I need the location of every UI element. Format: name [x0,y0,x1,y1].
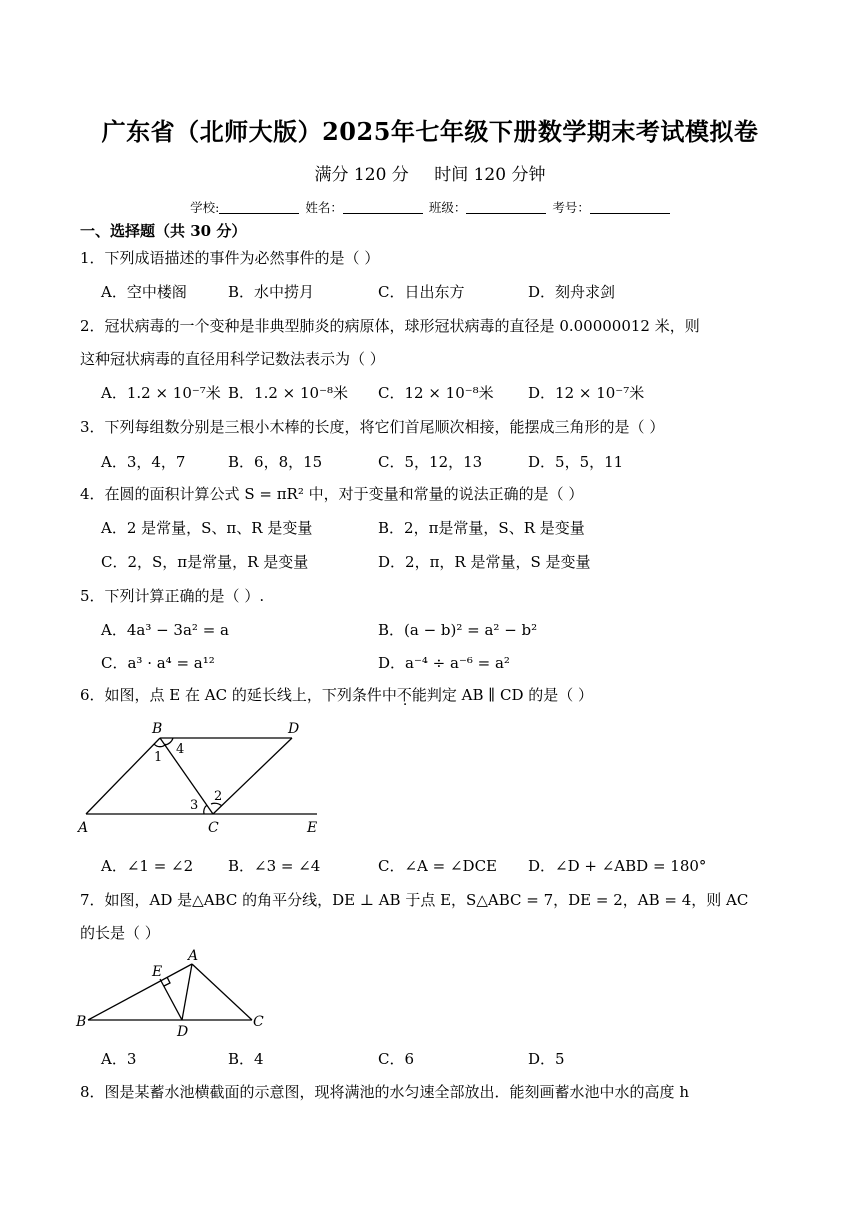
option-d[interactable]: D．5 [528,1050,565,1068]
exam-number-field[interactable]: 考号： [552,198,670,216]
question-1-stem: 1．下列成语描述的事件为必然事件的是（ ） [80,249,380,267]
angle-2-label: 2 [214,789,223,804]
figure-triangle [74,946,274,1038]
option-b[interactable]: B．4 [228,1050,264,1068]
question-4-stem: 4．在圆的面积计算公式 S = πR² 中，对于变量和常量的说法正确的是（ ） [80,485,584,503]
label-a: A [78,820,89,836]
question-2-stem: 2．冠状病毒的一个变种是非典型肺炎的病原体，球形冠状病毒的直径是 0.00000012 米，则 [80,317,700,335]
option-d[interactable]: D．a⁻⁴ ÷ a⁻⁶ = a² [378,654,510,672]
class-field[interactable]: 班级： [429,198,547,216]
label-b: B [76,1014,87,1030]
angle-3-label: 3 [190,798,199,813]
option-a[interactable]: A．3 [101,1050,137,1068]
option-d[interactable]: D．刻舟求剑 [528,283,616,301]
question-7-stem: 7．如图，AD 是△ABC 的角平分线，DE ⊥ AB 于点 E，S△ABC = 7，DE = 2，AB = 4，则 AC [80,891,749,909]
option-a[interactable]: A．4a³ − 3a² = a [101,621,229,639]
label-e: E [307,820,318,836]
question-7-stem-cont: 的长是（ ） [80,924,160,942]
time-limit: 时间 120 分钟 [434,165,546,185]
option-a[interactable]: A．3，4，7 [101,453,186,471]
label-c: C [208,820,219,836]
total-score: 满分 120 分 [314,165,409,185]
school-field[interactable]: 学校: [190,198,299,216]
figure-parallel-lines [74,716,334,840]
option-b[interactable]: B．1.2 × 10⁻⁸米 [228,384,349,402]
option-c[interactable]: C．5，12，13 [378,453,483,471]
question-2-stem-cont: 这种冠状病毒的直径用科学记数法表示为（ ） [80,350,385,368]
option-d[interactable]: D．2，π，R 是常量，S 是变量 [378,553,591,571]
question-5-stem: 5．下列计算正确的是（ ）. [80,587,265,605]
option-b[interactable]: B．(a − b)² = a² − b² [378,621,538,639]
exam-meta [0,160,860,185]
option-a[interactable]: A．2 是常量，S、π、R 是变量 [101,519,313,537]
question-3-stem: 3．下列每组数分别是三根小木棒的长度，将它们首尾顺次相接，能摆成三角形的是（ ） [80,418,665,436]
emphasis-not: 不能 [396,686,427,704]
option-c[interactable]: C．∠A = ∠DCE [378,857,498,875]
option-c[interactable]: C．日出东方 [378,283,465,301]
label-c: C [253,1014,264,1030]
label-b: B [152,721,163,737]
student-info-line [0,198,860,216]
question-8-stem: 8．图是某蓄水池横截面的示意图，现将满池的水匀速全部放出．能刻画蓄水池中水的高度 h [80,1083,689,1101]
option-d[interactable]: D．5，5，11 [528,453,624,471]
label-d: D [288,721,300,737]
option-c[interactable]: C．12 × 10⁻⁸米 [378,384,494,402]
page-title: 广东省（北师大版）2025年七年级下册数学期末考试模拟卷 [101,117,759,146]
question-6-stem: 6．如图，点 E 在 AC 的延长线上，下列条件中不能判定 AB ∥ CD 的是（ ） [80,686,594,704]
option-c[interactable]: C．2，S，π是常量，R 是变量 [101,553,309,571]
option-a[interactable]: A．∠1 = ∠2 [101,857,194,875]
option-a[interactable]: A．1.2 × 10⁻⁷米 [101,384,221,402]
section-heading: 一、选择题（共 30 分） [80,222,247,240]
option-d[interactable]: D．∠D + ∠ABD = 180° [528,857,707,875]
option-c[interactable]: C．a³ · a⁴ = a¹² [101,654,215,672]
option-c[interactable]: C．6 [378,1050,415,1068]
option-b[interactable]: B．水中捞月 [228,283,315,301]
label-d: D [177,1024,189,1038]
label-e: E [152,964,163,980]
option-b[interactable]: B．6，8，15 [228,453,323,471]
option-a[interactable]: A．空中楼阁 [101,283,187,301]
option-b[interactable]: B．∠3 = ∠4 [228,857,321,875]
option-d[interactable]: D．12 × 10⁻⁷米 [528,384,645,402]
angle-1-label: 1 [154,750,163,765]
option-b[interactable]: B．2，π是常量，S、R 是变量 [378,519,585,537]
angle-4-label: 4 [176,742,185,757]
label-a: A [188,948,199,964]
name-field[interactable]: 姓名： [305,198,423,216]
